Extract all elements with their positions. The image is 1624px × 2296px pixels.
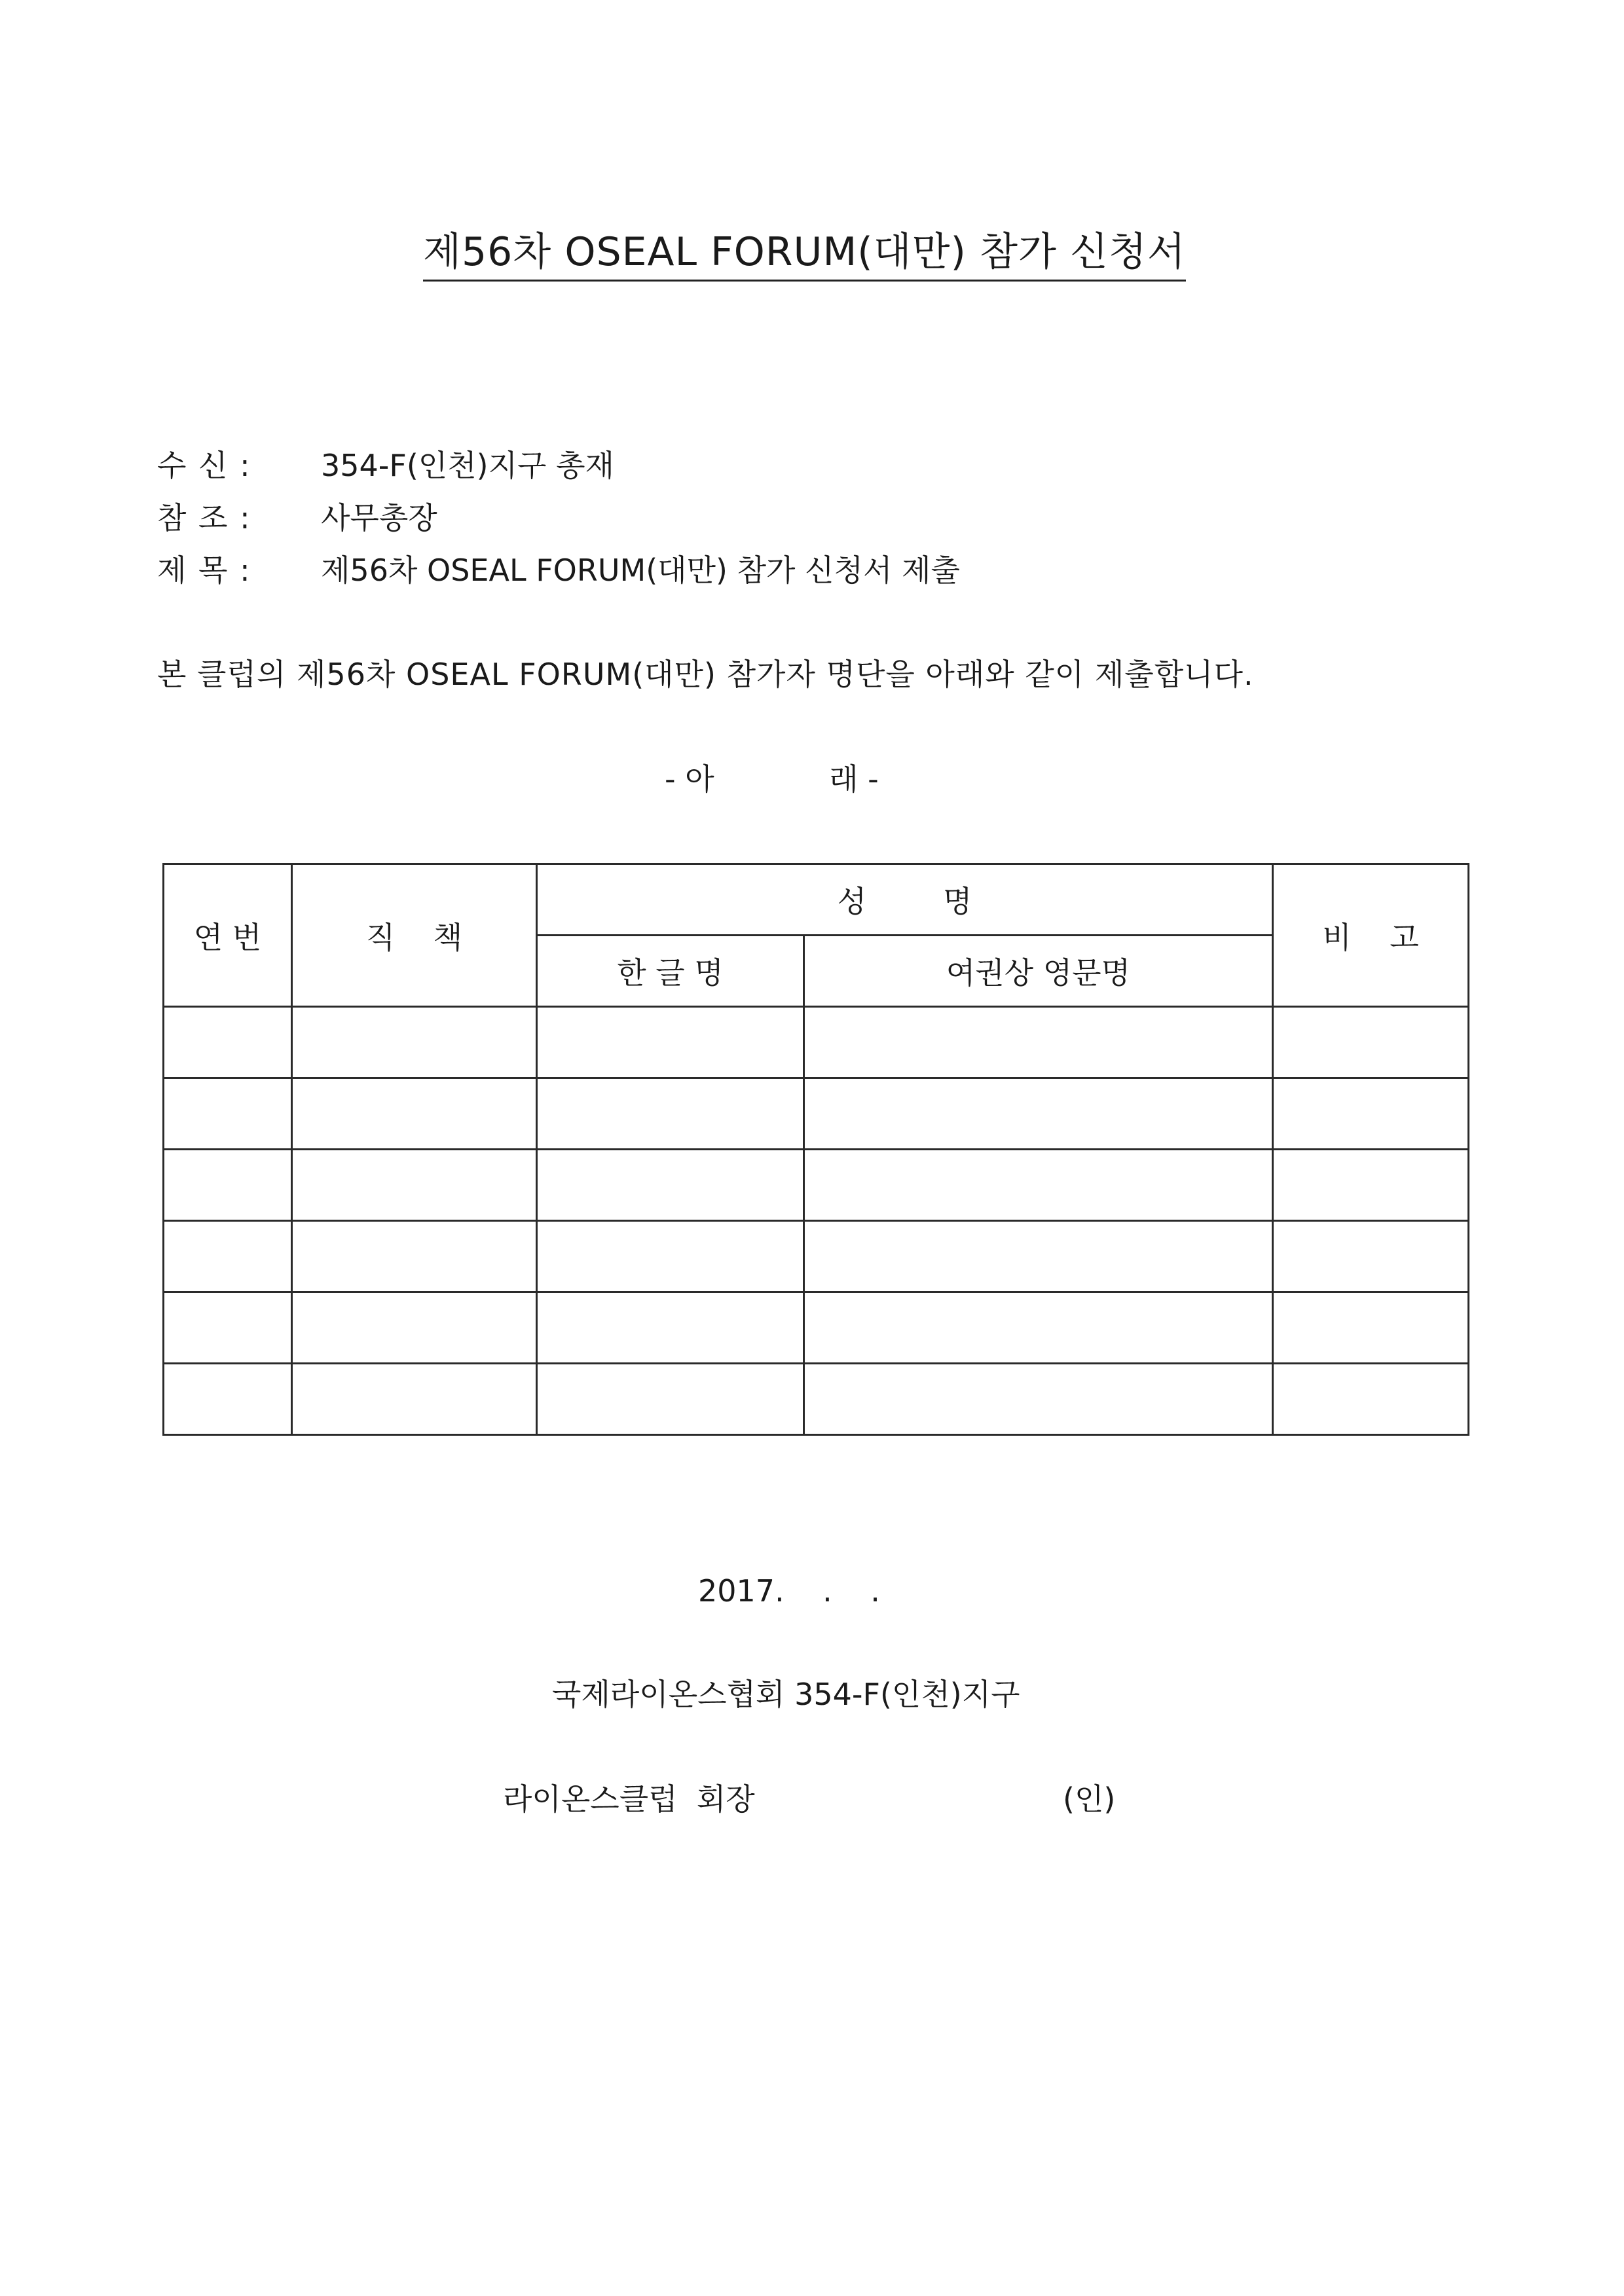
cell-remarks[interactable] (1273, 1364, 1469, 1435)
cell-no[interactable] (164, 1078, 292, 1150)
header-position: 직 책 (292, 864, 537, 1007)
participant-table (162, 863, 1469, 1436)
cell-remarks[interactable] (1273, 1221, 1469, 1292)
cell-position[interactable] (292, 1007, 537, 1078)
cell-english-name[interactable] (804, 1078, 1273, 1150)
cell-english-name[interactable] (804, 1221, 1273, 1292)
seal-mark: (인) (1063, 1781, 1116, 1817)
cell-english-name[interactable] (804, 1364, 1273, 1435)
cell-no[interactable] (164, 1292, 292, 1364)
cell-remarks[interactable] (1273, 1007, 1469, 1078)
header-korean-name: 한 글 명 (537, 936, 804, 1007)
header-remarks: 비 고 (1273, 864, 1469, 1007)
cell-no[interactable] (164, 1150, 292, 1221)
recipient-label: 수 신 : (157, 448, 251, 483)
club-president-line: 라이온스클럽 회장 (503, 1781, 755, 1817)
reference-label: 참 조 : (157, 500, 251, 536)
table-row (164, 1007, 1469, 1078)
cell-position[interactable] (292, 1221, 537, 1292)
cell-position[interactable] (292, 1364, 537, 1435)
cell-position[interactable] (292, 1078, 537, 1150)
cell-korean-name[interactable] (537, 1364, 804, 1435)
table-row (164, 1364, 1469, 1435)
table-row (164, 1150, 1469, 1221)
cell-no[interactable] (164, 1221, 292, 1292)
header-english-name: 여권상 영문명 (804, 936, 1273, 1007)
page-title: 제56차 OSEAL FORUM(대만) 참가 신청서 (423, 226, 1186, 282)
subject-label: 제 목 : (157, 553, 251, 588)
body-sentence: 본 클럽의 제56차 OSEAL FORUM(대만) 참가자 명단을 아래와 같이 제출합니다. (157, 657, 1254, 692)
reference-value: 사무총장 (321, 500, 437, 536)
cell-remarks[interactable] (1273, 1078, 1469, 1150)
header-name: 성 명 (537, 864, 1273, 936)
table-header-row (164, 864, 1469, 936)
table-row (164, 1292, 1469, 1364)
cell-position[interactable] (292, 1150, 537, 1221)
date-line: 2017. . . (698, 1573, 880, 1609)
cell-remarks[interactable] (1273, 1292, 1469, 1364)
cell-korean-name[interactable] (537, 1150, 804, 1221)
table-row (164, 1221, 1469, 1292)
cell-korean-name[interactable] (537, 1221, 804, 1292)
recipient-value: 354-F(인천)지구 총재 (321, 448, 614, 483)
header-no: 연 번 (164, 864, 292, 1007)
cell-korean-name[interactable] (537, 1007, 804, 1078)
cell-no[interactable] (164, 1007, 292, 1078)
cell-position[interactable] (292, 1292, 537, 1364)
cell-english-name[interactable] (804, 1150, 1273, 1221)
cell-korean-name[interactable] (537, 1078, 804, 1150)
cell-english-name[interactable] (804, 1292, 1273, 1364)
cell-korean-name[interactable] (537, 1292, 804, 1364)
cell-english-name[interactable] (804, 1007, 1273, 1078)
section-heading-below: - 아 래 - (665, 761, 879, 797)
association-name: 국제라이온스협회 354-F(인천)지구 (552, 1677, 1020, 1712)
cell-remarks[interactable] (1273, 1150, 1469, 1221)
subject-value: 제56차 OSEAL FORUM(대만) 참가 신청서 제출 (321, 553, 960, 588)
table-row (164, 1078, 1469, 1150)
cell-no[interactable] (164, 1364, 292, 1435)
